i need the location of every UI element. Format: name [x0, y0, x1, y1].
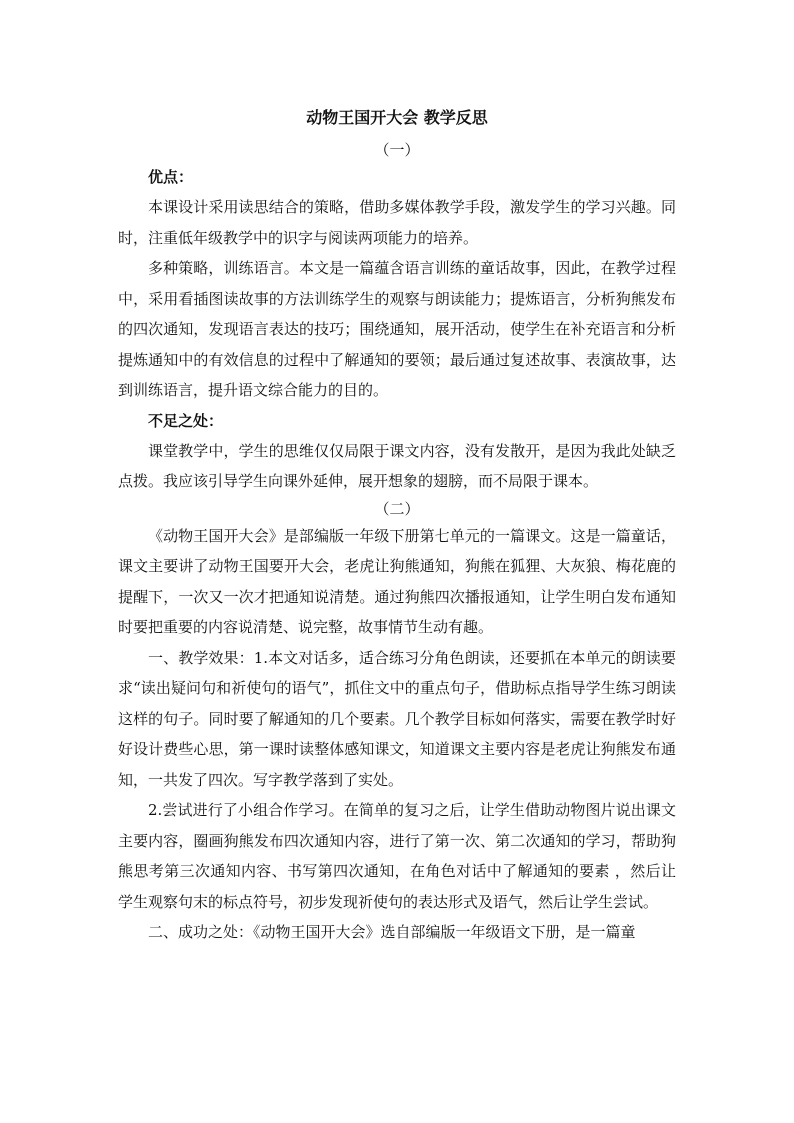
weakness-paragraph: 课堂教学中，学生的思维仅仅局限于课文内容，没有发散开，是因为我此处缺乏点拨。我应该引导学生向课外延伸，展开想象的翅膀，而不局限于课本。 — [118, 441, 676, 490]
section-mark-two: （二） — [374, 499, 420, 518]
part-two-paragraph-1: 《动物王国开大会》是部编版一年级下册第七单元的一篇课文。这是一篇童话，课文主要讲了动物王国要开大会，老虎让狗熊通知，狗熊在狐狸、大灰狼、梅花鹿的提醒下，一次又一次才把通知说清楚。通过狗熊四次播报通知，让学生明白发布通知时要把重要的内容说清楚、说完整，故事情节生动有趣。 — [118, 526, 676, 636]
part-two-paragraph-4: 二、成功之处：《动物王国开大会》选自部编版一年级语文下册，是一篇童 — [148, 923, 636, 941]
strengths-heading: 优点： — [148, 168, 194, 186]
part-two-paragraph-2: 一、教学效果：1.本文对话多，适合练习分角色朗读，还要抓在本单元的朗读要求“读出疑问句和祈使句的语气”，抓住文中的重点句子，借助标点指导学生练习朗读这样的句子。同时要了解通知的几个要素。几个教学目标如何落实，需要在教学时好好设计费些心思，第一课时读整体感知课文，知道课文主要内容是老虎让狗熊发布通知，一共发了四次。写字教学落到了实处。 — [118, 648, 676, 789]
section-mark-one: （一） — [374, 141, 420, 159]
weakness-heading: 不足之处： — [148, 411, 224, 430]
document-body — [118, 106, 676, 948]
strengths-paragraph-1: 本课设计采用读思结合的策略，借助多媒体教学手段，激发学生的学习兴趣。同时，注重低年级教学中的识字与阅读两项能力的培养。 — [118, 198, 676, 247]
part-two-paragraph-3: 2.尝试进行了小组合作学习。在简单的复习之后，让学生借助动物图片说出课文主要内容，圈画狗熊发布四次通知内容，进行了第一次、第二次通知的学习，帮助狗熊思考第三次通知内容、书写第四次通知，在角色对话中了解通知的要素 ，然后让学生观察句末的标点符号，初步发现祈使句的表达形式及语气，然后让学生尝试。 — [118, 801, 676, 911]
document-title: 动物王国开大会 教学反思 — [306, 108, 488, 127]
strengths-paragraph-2: 多种策略，训练语言。本文是一篇蕴含语言训练的童话故事，因此，在教学过程中，采用看插图读故事的方法训练学生的观察与朗读能力；提炼语言，分析狗熊发布的四次通知，发现语言表达的技巧；围绕通知，展开活动，使学生在补充语言和分析提炼通知中的有效信息的过程中了解通知的要领；最后通过复述故事、表演故事，达到训练语言，提升语文综合能力的目的。 — [118, 259, 676, 399]
